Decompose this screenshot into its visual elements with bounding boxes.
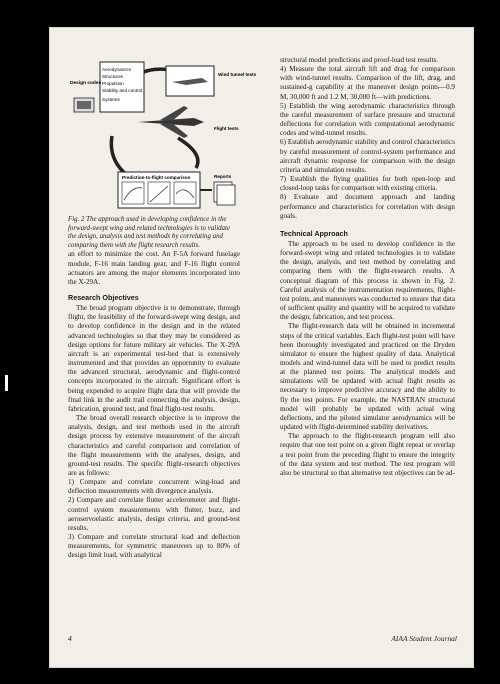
code-item-5: Systems	[102, 97, 120, 102]
code-item-2: Structures	[102, 74, 123, 79]
loop-arrow-left	[111, 136, 128, 176]
wind-tunnel-label: Wind tunnel tests	[218, 72, 257, 77]
reports-stack-icon	[217, 185, 235, 205]
objective-item-2: 2) Compare and correlate flutter accelerometer and flight-control system measurements with flutter, buzz, and aeroservoelastic analysis, design criteria, and ground-test results.	[68, 496, 240, 532]
objective-item-4: 4) Measure the total aircraft lift and drag for comparison with wind-tunnel results. Comparison of the lift, drag, and sustained-g capability at the maneuver design points—0.9 M, 30,000 ft and 1.2 M, 30,000 ft—with predictions.	[280, 65, 455, 101]
objective-item-8: 8) Evaluate and document approach and landing performance and characteristics for correlation with design goals.	[280, 193, 455, 220]
computer-screen-icon	[77, 101, 91, 109]
code-item-3: Propulsion	[102, 81, 124, 86]
journal-page	[50, 28, 473, 667]
journal-name: AIAA Student Journal	[391, 634, 457, 643]
paragraph-intro: an effort to minimize the cost. An F-5A forward fuselage module, F-16 main landing gear, and F-16 flight control actuators are among the major elements incorporated into the X-29A.	[68, 250, 240, 286]
flight-tests-label: Flight tests	[214, 126, 239, 131]
objective-item-5: 5) Establish the wing aerodynamic characteristics through the careful measurement of surface pressure and structural deflections for correlation with computational aerodynamic codes and wind-tunnel results.	[280, 101, 455, 138]
right-column	[280, 56, 455, 478]
objective-item-3-cont: structural model predictions and proof-load test results.	[280, 56, 439, 64]
approach-diagram	[68, 58, 257, 216]
paragraph-approach-2: The flight-research data will be obtained in incremental steps of the critical variables. Each flight-test point will have been thoroughly investigated and practiced on the Dryden simulator to ensure the highest quality of data. Analytical models and wind-tunnel data will be used to predict results at the planned test points. The analytical models and simulations will be updated with actual flight results as necessary to improve predictive accuracy and the ability to fly the test points. For example, the NASTRAN structural model will probably be updated with actual wing deflections, and the piloted simulator aerodynamics will be updated with flight-determined stability derivatives.	[280, 322, 455, 432]
paragraph-approach-3: The approach to the flight-research program will also require that one test point on a given flight repeat or overlap a test point from the preceding flight to ensure the integrity of the data system and test method. The test program will also be structural so that alternative test objectives can be ad-	[280, 432, 455, 477]
code-item-1: Aerodynamics	[102, 67, 132, 72]
loop-arrow-right	[178, 138, 198, 168]
left-column	[68, 58, 257, 561]
reports-label: Reports	[214, 174, 232, 179]
heading-research-objectives: Research Objectives	[68, 293, 139, 302]
scan-edge-mark	[5, 375, 8, 391]
objective-item-7: 7) Establish the flying qualities for both open-loop and closed-loop tasks for comparison with existing criteria.	[280, 175, 455, 193]
prediction-label: Prediction-to-flight comparison	[122, 175, 191, 180]
paragraph-objective-2: The broad overall research objective is to improve the analysis, design, and test methods used in the aircraft design process by extensive measurement of the aircraft characteristics and careful comparison and correlation of the flight measurements with the analyses, design, and ground-test results. The specific flight-research objectives are as follows:	[68, 414, 240, 477]
heading-technical-approach: Technical Approach	[280, 228, 348, 238]
code-item-4: Stability and control	[102, 88, 143, 93]
objective-item-1: 1) Compare and correlate concurrent wing-load and deflection measurements with divergence analysis.	[68, 478, 240, 496]
objective-item-6: 6) Establish aerodynamic stability and control characteristics by careful measurement of control-system performance and aircraft dynamic response for comparison with the design criteria and simulation results.	[280, 138, 455, 174]
figure-caption: Fig. 2 The approach used in developing confidence in the forward-swept wing and related technologies is to validate the design, analysis and test methods by correlating and comparing them with the flight research results.	[68, 216, 230, 249]
figure-2	[68, 58, 257, 216]
paragraph-approach-1: The approach to be used to develop confidence in the forward-swept wing and related technologies is to validate the design, analysis, and test method by correlating and comparing them with the flight-research results. A conceptual diagram of this process is shown in Fig. 2. Careful analysis of the instrumentation requirements, flight-test points, and maneuvers was conducted to ensure that data of sufficient quality and quantity will be acquired to validate the design, fabrication, and test process.	[280, 239, 455, 322]
objective-item-3: 3) Compare and correlate structural load and deflection measurements, for symmetric maneuvers up to 80% of design limit load, with analytical	[68, 533, 240, 560]
paragraph-objective-1: The broad program objective is to demonstrate, through flight, the feasibility of the forward-swept wing design, and to develop confidence in the design and in the related advanced technologies so that they may be considered as design options for future military air vehicles. The X-29A aircraft is an experimental test-bed that is extensively instrumented and that provides an opportunity to evaluate the advanced structural, aerodynamic and flight-control concepts incorporated in the aircraft. Significant effort is being expended to acquire flight data that will provide the final link in the audit trail connecting the analysis, design, fabrication, ground test, and final flight-test results.	[68, 304, 240, 413]
design-codes-label: Design codes	[70, 81, 102, 86]
page-number: 4	[68, 634, 72, 643]
